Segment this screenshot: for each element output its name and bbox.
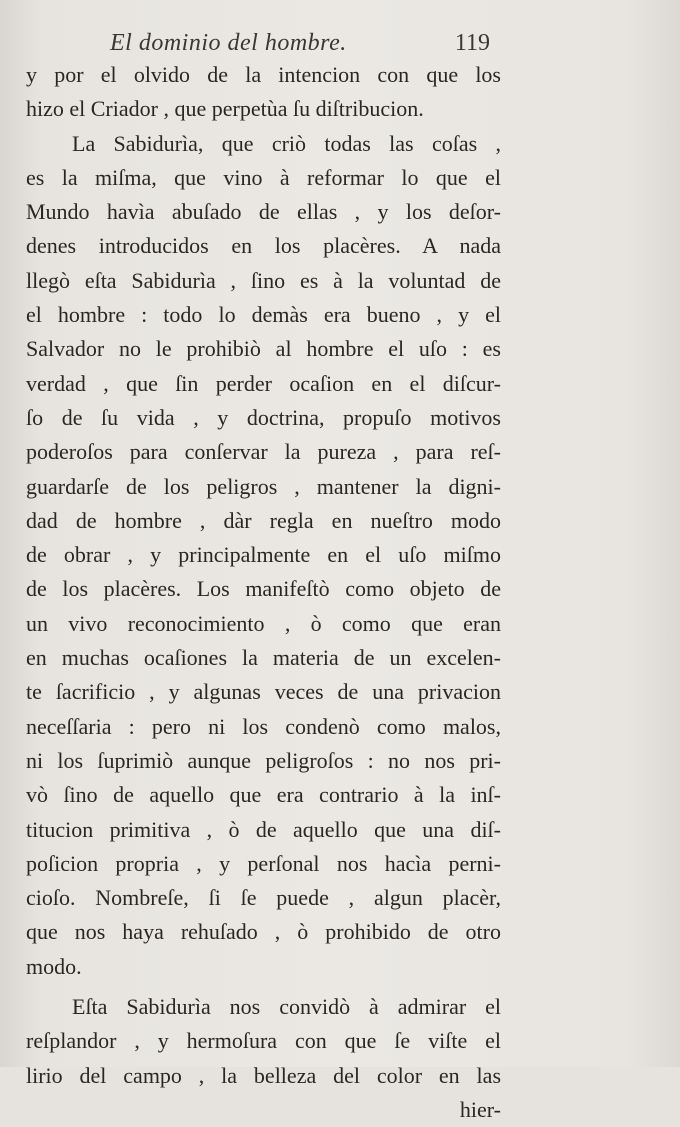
text-line: dad de hombre , dàr regla en nueſtro modo: [26, 507, 501, 533]
text-line: verdad , que ſin perder ocaſion en el diſcur-: [26, 370, 501, 396]
text-line: el hombre : todo lo demàs era bueno , y el: [26, 302, 501, 328]
text-line: ni los ſuprimiò aunque peligroſos : no nos pri-: [26, 747, 501, 773]
text-line: modo.: [26, 953, 82, 979]
catchword: hier-: [459, 1096, 501, 1122]
text-line: es la miſma, que vino à reformar lo que el: [26, 164, 501, 190]
text-line: poderoſos para conſervar la pureza , para reſ-: [26, 439, 501, 465]
text-line: Mundo havìa abuſado de ellas , y los deſor-: [26, 199, 501, 225]
text-line: ſo de ſu vida , y doctrina, propuſo motivos: [26, 404, 501, 430]
running-title: El dominio del hombre.: [110, 30, 347, 56]
text-line: que nos haya rehuſado , ò prohibido de otro: [26, 919, 501, 945]
text-line: vò ſino de aquello que era contrario à la inſ-: [26, 782, 501, 808]
text-line: de obrar , y principalmente en el uſo miſmo: [26, 542, 501, 568]
text-line: reſplandor , y hermoſura con que ſe viſte el: [26, 1028, 501, 1054]
text-line: llegò eſta Sabidurìa , ſino es à la voluntad de: [26, 267, 501, 293]
text-line: cioſo. Nombreſe, ſi ſe puede , algun placèr,: [26, 885, 501, 911]
text-line: Salvador no le prohibiò al hombre el uſo : es: [26, 336, 501, 362]
page-number: 119: [454, 30, 490, 56]
text-line: titucion primitiva , ò de aquello que una diſ-: [26, 816, 501, 842]
text-line: de los placères. Los manifeſtò como objeto de: [26, 576, 501, 602]
text-line: te ſacrificio , y algunas veces de una privacion: [26, 679, 501, 705]
text-line: neceſſaria : pero ni los condenò como malos,: [26, 713, 501, 739]
text-line: lirio del campo , la belleza del color en las: [26, 1062, 501, 1088]
text-line: La Sabidurìa, que criò todas las coſas ,: [72, 130, 501, 156]
text-line: en muchas ocaſiones la materia de un excelen-: [26, 645, 501, 671]
page-body-text: [26, 58, 501, 1127]
text-line: denes introducidos en los placères. A nada: [26, 233, 501, 259]
text-line: guardarſe de los peligros , mantener la digni-: [26, 473, 501, 499]
text-line: Eſta Sabidurìa nos convidò à admirar el: [72, 994, 501, 1020]
text-line: hizo el Criador , que perpetùa ſu diſtribucion.: [26, 96, 424, 122]
text-line: poſicion propria , y perſonal nos hacìa perni-: [26, 850, 501, 876]
text-line: y por el olvido de la intencion con que los: [26, 62, 501, 87]
text-line: un vivo reconocimiento , ò como que eran: [26, 610, 501, 636]
